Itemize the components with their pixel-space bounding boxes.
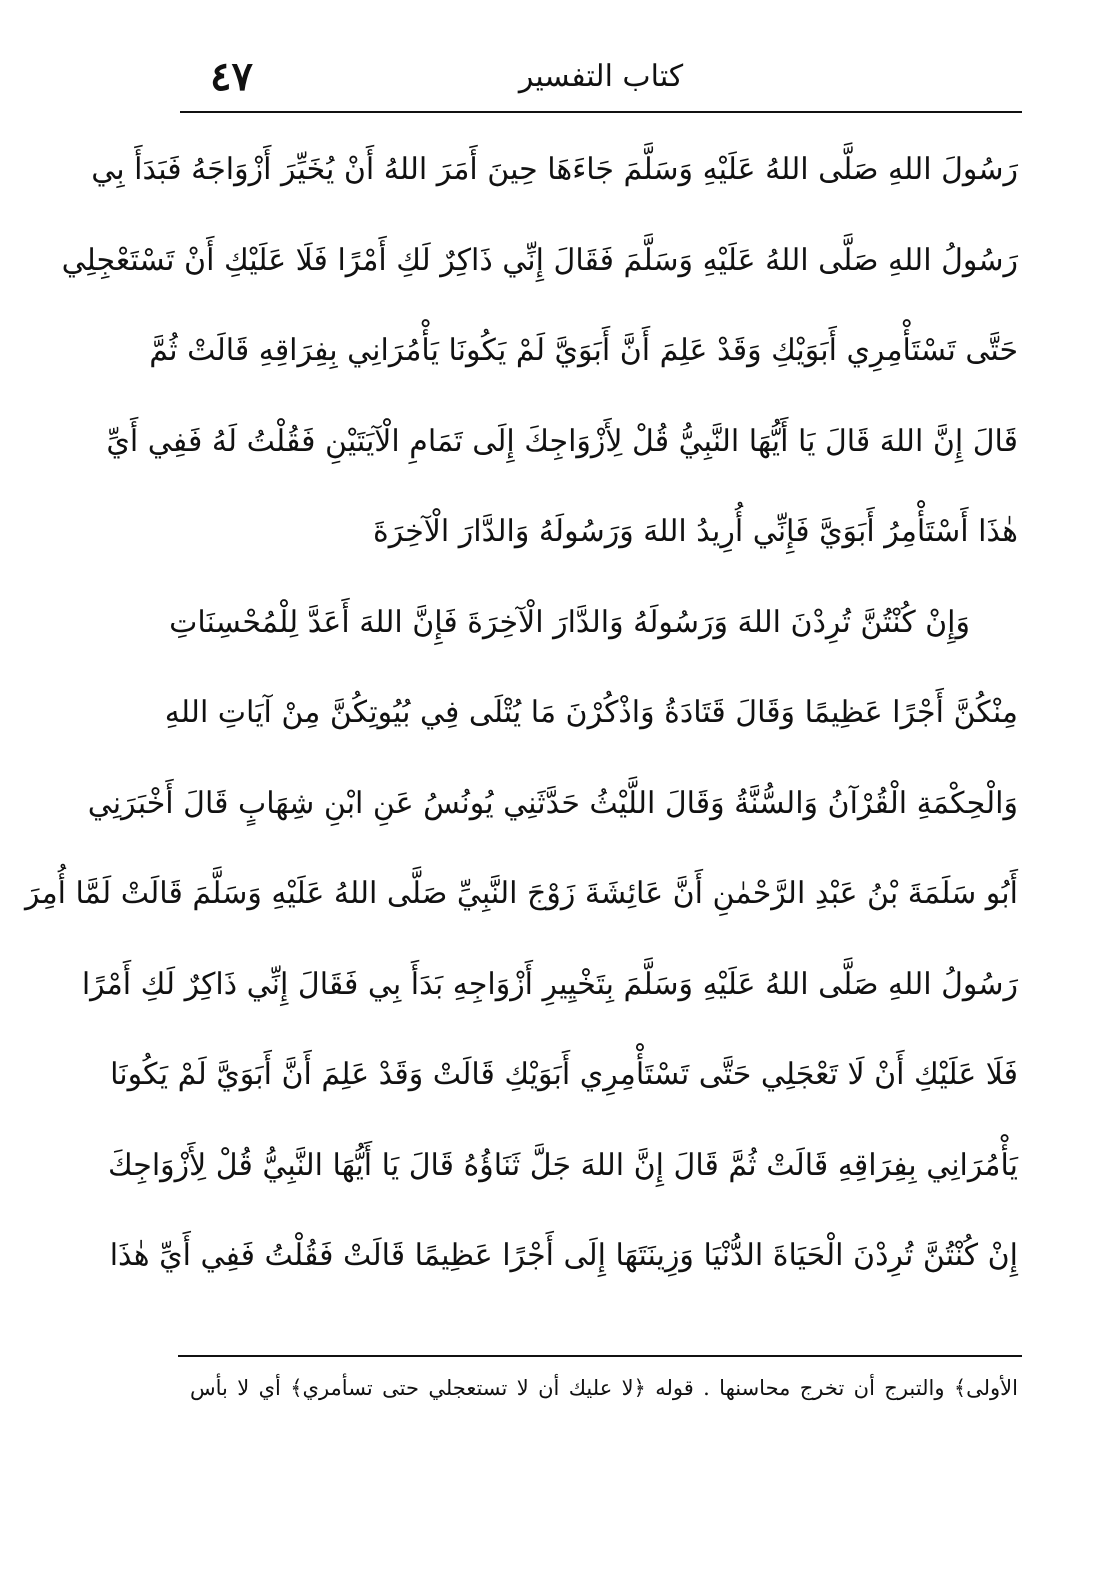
text-line: وَإِنْ كُنْتُنَّ تُرِدْنَ اللهَ وَرَسُولَهُ وَالدَّارَ الْآخِرَةَ فَإِنَّ اللهَ أَعَدَّ لِلْمُحْسِنَاتِ bbox=[169, 604, 970, 640]
main-text-block bbox=[25, 125, 1018, 1302]
text-line: يَأْمُرَانِي بِفِرَاقِهِ قَالَتْ ثُمَّ قَالَ إِنَّ اللهَ جَلَّ ثَنَاؤُهُ قَالَ يَا أَيُّهَا النَّبِيُّ قُلْ لِأَزْوَاجِكَ bbox=[107, 1147, 1018, 1183]
page-header bbox=[180, 52, 1022, 102]
text-line: رَسُولُ اللهِ صَلَّى اللهُ عَلَيْهِ وَسَلَّمَ فَقَالَ إِنِّي ذَاكِرٌ لَكِ أَمْرًا فَلَا عَلَيْكِ أَنْ تَسْتَعْجِلِي bbox=[61, 242, 1018, 278]
page-number: ٤٧ bbox=[210, 53, 253, 100]
text-line: فَلَا عَلَيْكِ أَنْ لَا تَعْجَلِي حَتَّى تَسْتَأْمِرِي أَبَوَيْكِ قَالَتْ وَقَدْ عَلِمَ أَنَّ أَبَوَيَّ لَمْ يَكُونَا bbox=[110, 1057, 1018, 1092]
footnote-divider bbox=[178, 1355, 1022, 1357]
header-divider bbox=[180, 111, 1022, 113]
text-line: رَسُولُ اللهِ صَلَّى اللهُ عَلَيْهِ وَسَلَّمَ بِتَخْيِيرِ أَزْوَاجِهِ بَدَأَ بِي فَقَالَ إِنِّي ذَاكِرٌ لَكِ أَمْرًا bbox=[81, 966, 1018, 1002]
text-line: إِنْ كُنْتُنَّ تُرِدْنَ الْحَيَاةَ الدُّنْيَا وَزِينَتَهَا إِلَى أَجْرًا عَظِيمًا قَالَتْ فَقُلْتُ فَفِي أَيِّ هٰذَا bbox=[109, 1238, 1018, 1273]
text-line: هٰذَا أَسْتَأْمِرُ أَبَوَيَّ فَإِنِّي أُرِيدُ اللهَ وَرَسُولَهُ وَالدَّارَ الْآخِرَةَ bbox=[372, 514, 1018, 549]
text-line: أَبُو سَلَمَةَ بْنُ عَبْدِ الرَّحْمٰنِ أَنَّ عَائِشَةَ زَوْجَ النَّبِيِّ صَلَّى اللهُ عَلَيْهِ وَسَلَّمَ قَالَتْ لَمَّا أُمِرَ bbox=[25, 876, 1018, 911]
text-line: قَالَ إِنَّ اللهَ قَالَ يَا أَيُّهَا النَّبِيُّ قُلْ لِأَزْوَاجِكَ إِلَى تَمَامِ الْآيَتَيْنِ فَقُلْتُ لَهُ فَفِي أَيِّ bbox=[106, 423, 1018, 459]
running-title: كتاب التفسير bbox=[518, 59, 684, 94]
text-line: رَسُولَ اللهِ صَلَّى اللهُ عَلَيْهِ وَسَلَّمَ جَاءَهَا حِينَ أَمَرَ اللهُ أَنْ يُخَيِّرَ أَزْوَاجَهُ فَبَدَأَ بِي bbox=[91, 152, 1018, 187]
text-line: مِنْكُنَّ أَجْرًا عَظِيمًا وَقَالَ قَتَادَةُ وَاذْكُرْنَ مَا يُتْلَى فِي بُيُوتِكُنَّ مِنْ آيَاتِ اللهِ bbox=[164, 695, 1018, 730]
text-line: حَتَّى تَسْتَأْمِرِي أَبَوَيْكِ وَقَدْ عَلِمَ أَنَّ أَبَوَيَّ لَمْ يَكُونَا يَأْمُرَانِي بِفِرَاقِهِ قَالَتْ ثُمَّ bbox=[149, 333, 1018, 368]
text-line: وَالْحِكْمَةِ الْقُرْآنُ وَالسُّنَّةُ وَقَالَ اللَّيْثُ حَدَّثَنِي يُونُسُ عَنِ ابْنِ شِهَابٍ قَالَ أَخْبَرَنِي bbox=[87, 785, 1018, 821]
footnote-text: الأولى﴾ والتبرج أن تخرج محاسنها . قوله ﴿لا عليك أن لا تستعجلي حتى تسأمري﴾ أي لا بأس bbox=[190, 1376, 1018, 1400]
